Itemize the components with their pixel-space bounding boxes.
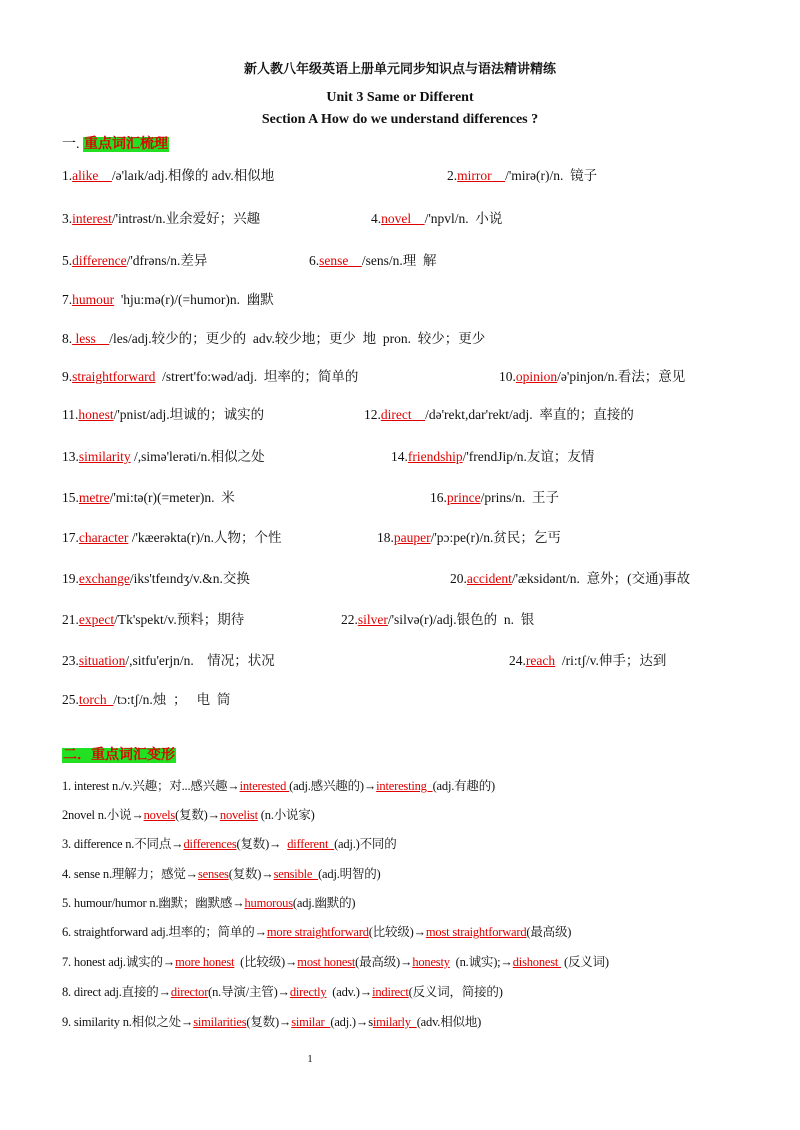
vocab-number: 2. bbox=[447, 168, 458, 183]
vocab-item bbox=[62, 164, 274, 184]
vocab-word: less bbox=[72, 331, 110, 346]
word-form-answer: more straightforward bbox=[266, 925, 369, 939]
vocab-word: difference bbox=[72, 253, 127, 268]
vocab-number: 16. bbox=[430, 490, 447, 505]
vocab-number: 18. bbox=[377, 530, 394, 545]
document-title: 新人教八年级英语上册单元同步知识点与语法精讲精练 bbox=[243, 61, 556, 76]
word-form-answer: interested bbox=[239, 779, 290, 793]
vocab-definition: /'pɔ:pe(r)/n.贫民；乞丐 bbox=[430, 530, 561, 545]
vocab-number: 19. bbox=[62, 571, 79, 586]
word-form-line bbox=[62, 805, 315, 823]
vocab-word: accident bbox=[466, 571, 512, 586]
word-form-text: 5. humour/humor n.幽默；幽默感→ bbox=[62, 896, 245, 910]
vocab-number: 8. bbox=[62, 331, 73, 346]
word-form-answer: more honest bbox=[175, 955, 235, 969]
vocab-definition: /sens/n.理 解 bbox=[361, 253, 437, 268]
vocab-word: character bbox=[78, 530, 129, 545]
word-form-answer: most straightforward bbox=[425, 925, 527, 939]
vocab-item bbox=[450, 567, 690, 587]
word-form-text: (比较级)→ bbox=[368, 925, 426, 939]
vocab-item bbox=[364, 403, 634, 423]
part1-label: 重点词汇梳理 bbox=[84, 137, 168, 152]
word-form-answer: most honest bbox=[297, 955, 356, 969]
vocab-item bbox=[62, 445, 265, 465]
word-form-text: (adj.感兴趣的)→ bbox=[289, 779, 377, 793]
word-form-text: (adj.幽默的) bbox=[292, 896, 356, 910]
word-form-text: (n.诚实);→ bbox=[449, 955, 513, 969]
word-form-answer: novels bbox=[143, 808, 176, 822]
vocab-definition: /'mi:tə(r)(=meter)n. 米 bbox=[109, 490, 235, 505]
part1-heading bbox=[62, 133, 169, 153]
word-form-text: 2novel n.小说→ bbox=[62, 808, 144, 822]
vocab-number: 23. bbox=[62, 653, 79, 668]
word-form-text: (adj.)→s bbox=[330, 1015, 373, 1029]
word-form-line bbox=[62, 834, 397, 852]
word-form-text: (复数)→ bbox=[175, 808, 220, 822]
word-form-text: (n.导演/主管)→ bbox=[208, 985, 290, 999]
vocab-item bbox=[499, 365, 685, 385]
vocab-word: interest bbox=[72, 211, 112, 226]
vocab-number: 3. bbox=[62, 211, 73, 226]
part1-number: 一. bbox=[62, 137, 80, 152]
vocab-item bbox=[62, 567, 250, 587]
vocab-number: 14. bbox=[391, 449, 408, 464]
vocab-number: 5. bbox=[62, 253, 73, 268]
word-form-answer: interesting bbox=[376, 779, 433, 793]
word-form-text: (最高级)→ bbox=[355, 955, 413, 969]
vocab-definition: /,simə'lerəti/n.相似之处 bbox=[130, 449, 265, 464]
vocab-definition: /'æksidənt/n. 意外；(交通)事故 bbox=[511, 571, 691, 586]
word-form-answer: senses bbox=[197, 867, 229, 881]
vocab-word: pauper bbox=[393, 530, 431, 545]
vocab-number: 24. bbox=[509, 653, 526, 668]
vocab-definition: /də'rekt,dar'rekt/adj. 率直的；直接的 bbox=[425, 407, 634, 422]
word-form-text: (比较级)→ bbox=[234, 955, 298, 969]
unit-heading: Unit 3 Same or Different bbox=[326, 90, 474, 105]
word-form-answer: novelist bbox=[219, 808, 258, 822]
word-form-answer: sensible bbox=[273, 867, 319, 881]
word-form-answer: similar bbox=[291, 1015, 331, 1029]
word-form-line bbox=[62, 864, 381, 882]
vocab-word: exchange bbox=[78, 571, 130, 586]
vocab-number: 7. bbox=[62, 292, 73, 307]
vocab-definition: /ə'laɪk/adj.相像的 adv.相似地 bbox=[111, 168, 275, 183]
vocab-definition: /Tk'spekt/v.预料；期待 bbox=[114, 612, 245, 627]
vocab-word: direct bbox=[380, 407, 426, 422]
word-form-text: 6. straightforward adj.坦率的；简单的→ bbox=[62, 925, 267, 939]
vocab-definition: /iks'tfeındʒ/v.&n.交换 bbox=[129, 571, 250, 586]
vocab-definition: /'silvə(r)/adj.银色的 n. 银 bbox=[387, 612, 535, 627]
vocab-number: 15. bbox=[62, 490, 79, 505]
vocab-word: novel bbox=[381, 211, 425, 226]
vocab-item bbox=[509, 649, 666, 669]
vocab-definition: /'pnist/adj.坦诚的；诚实的 bbox=[113, 407, 265, 422]
word-form-line bbox=[62, 893, 355, 911]
vocab-item bbox=[62, 526, 281, 546]
vocab-word: alike bbox=[72, 168, 112, 183]
vocab-word: reach bbox=[525, 653, 556, 668]
word-form-text: (adv.)→ bbox=[326, 985, 373, 999]
vocab-number: 17. bbox=[62, 530, 79, 545]
word-form-text: 7. honest adj.诚实的→ bbox=[62, 955, 176, 969]
vocab-definition: /'frendJip/n.友谊；友情 bbox=[462, 449, 595, 464]
word-form-answer: imilarly bbox=[372, 1015, 417, 1029]
vocab-item bbox=[62, 688, 230, 708]
word-form-answer: director bbox=[170, 985, 209, 999]
vocab-number: 11. bbox=[62, 407, 79, 422]
vocab-item bbox=[341, 608, 534, 628]
vocab-definition: /les/adj.较少的；更少的 adv.较少地；更少 地 pron. 较少；更少 bbox=[109, 331, 486, 346]
vocab-definition: /'npvl/n. 小说 bbox=[424, 211, 503, 226]
word-form-answer: dishonest bbox=[512, 955, 562, 969]
vocab-word: sense bbox=[319, 253, 362, 268]
vocab-word: similarity bbox=[78, 449, 131, 464]
vocab-word: honest bbox=[78, 407, 114, 422]
vocab-item bbox=[62, 403, 264, 423]
word-form-answer: different bbox=[287, 837, 335, 851]
vocab-item bbox=[62, 486, 235, 506]
word-form-line bbox=[62, 952, 609, 970]
vocab-item bbox=[62, 327, 485, 347]
word-form-text: (adj.明智的) bbox=[318, 867, 381, 881]
word-form-answer: directly bbox=[289, 985, 327, 999]
vocab-word: humour bbox=[72, 292, 115, 307]
vocab-item bbox=[371, 207, 502, 227]
word-form-line bbox=[62, 982, 503, 1000]
vocab-word: situation bbox=[78, 653, 126, 668]
word-form-text: (复数)→ bbox=[228, 867, 274, 881]
word-form-text: (n.小说家) bbox=[257, 808, 315, 822]
word-form-text: (最高级) bbox=[526, 925, 572, 939]
word-form-answer: similarities bbox=[193, 1015, 247, 1029]
word-form-text: 3. difference n.不同点→ bbox=[62, 837, 184, 851]
vocab-item bbox=[62, 207, 260, 227]
vocab-definition: /prins/n. 王子 bbox=[480, 490, 559, 505]
vocab-number: 12. bbox=[364, 407, 381, 422]
vocab-number: 10. bbox=[499, 369, 516, 384]
vocab-item bbox=[62, 365, 358, 385]
vocab-number: 9. bbox=[62, 369, 73, 384]
vocab-definition: /strert'fo:wəd/adj. 坦率的；简单的 bbox=[155, 369, 359, 384]
section-heading: Section A How do we understand differences ? bbox=[261, 112, 539, 127]
vocab-definition: 'hju:mə(r)/(=humor)n. 幽默 bbox=[114, 292, 274, 307]
vocab-definition: /'mirə(r)/n. 镜子 bbox=[505, 168, 598, 183]
vocab-word: straightforward bbox=[72, 369, 156, 384]
vocab-item bbox=[391, 445, 594, 465]
vocab-number: 20. bbox=[450, 571, 467, 586]
vocab-definition: /ə'pinjon/n.看法；意见 bbox=[557, 369, 686, 384]
word-form-text: (adv.相似地) bbox=[416, 1015, 482, 1029]
word-form-text: 9. similarity n.相似之处→ bbox=[62, 1015, 194, 1029]
vocab-definition: /,sitfu'erjn/n. 情况；状况 bbox=[125, 653, 275, 668]
vocab-word: silver bbox=[357, 612, 388, 627]
vocab-word: prince bbox=[446, 490, 481, 505]
word-form-line bbox=[62, 922, 571, 940]
vocab-number: 6. bbox=[309, 253, 320, 268]
word-form-text: (复数)→ bbox=[246, 1015, 292, 1029]
vocab-number: 25. bbox=[62, 692, 79, 707]
vocab-number: 21. bbox=[62, 612, 79, 627]
vocab-word: expect bbox=[78, 612, 115, 627]
vocab-item bbox=[62, 249, 207, 269]
vocab-item bbox=[309, 249, 437, 269]
vocab-item bbox=[62, 608, 244, 628]
vocab-word: mirror bbox=[457, 168, 506, 183]
vocab-number: 13. bbox=[62, 449, 79, 464]
word-form-answer: indirect bbox=[372, 985, 409, 999]
vocab-item bbox=[430, 486, 559, 506]
vocab-item bbox=[62, 649, 275, 669]
vocab-definition: /'kæerəkta(r)/n.人物；个性 bbox=[128, 530, 282, 545]
word-form-answer: differences bbox=[183, 837, 237, 851]
vocab-number: 4. bbox=[371, 211, 382, 226]
word-form-text: 8. direct adj.直接的→ bbox=[62, 985, 171, 999]
word-form-line bbox=[62, 776, 495, 794]
word-form-text: 1. interest n./v.兴趣；对...感兴趣→ bbox=[62, 779, 240, 793]
word-form-text: (adj.)不同的 bbox=[334, 837, 397, 851]
word-form-text: 4. sense n.理解力；感觉→ bbox=[62, 867, 198, 881]
word-form-line bbox=[62, 1012, 481, 1030]
vocab-item bbox=[377, 526, 561, 546]
vocab-number: 1. bbox=[62, 168, 73, 183]
vocab-word: opinion bbox=[515, 369, 558, 384]
word-form-text: (adj.有趣的) bbox=[432, 779, 495, 793]
vocab-definition: /'dfrəns/n.差异 bbox=[126, 253, 208, 268]
vocab-item bbox=[62, 288, 274, 308]
vocab-word: metre bbox=[78, 490, 110, 505]
page-number: 1 bbox=[307, 1053, 313, 1065]
word-form-answer: humorous bbox=[244, 896, 293, 910]
word-form-text: (反义词，简接的) bbox=[408, 985, 503, 999]
part2-heading bbox=[62, 744, 176, 764]
vocab-definition: /ri:tʃ/v.伸手；达到 bbox=[555, 653, 667, 668]
part2-label: 二．重点词汇变形 bbox=[63, 748, 175, 763]
vocab-definition: /tɔ:tʃ/n.烛 ； 电 筒 bbox=[113, 692, 231, 707]
vocab-word: torch bbox=[78, 692, 114, 707]
vocab-word: friendship bbox=[407, 449, 463, 464]
vocab-item bbox=[447, 164, 597, 184]
word-form-text: (复数)→ bbox=[236, 837, 288, 851]
vocab-definition: /'intrəst/n.业余爱好；兴趣 bbox=[111, 211, 261, 226]
word-form-text: (反义词) bbox=[561, 955, 609, 969]
word-form-answer: honesty bbox=[412, 955, 450, 969]
vocab-number: 22. bbox=[341, 612, 358, 627]
